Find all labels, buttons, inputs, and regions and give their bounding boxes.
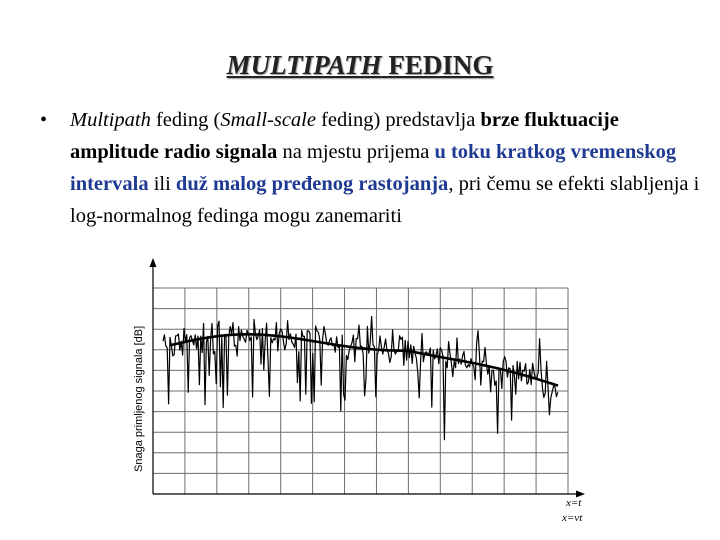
bullet-seg-6: na mjestu prijema — [277, 141, 435, 163]
title-rest: FEDING — [388, 50, 494, 80]
grid-lines — [153, 288, 568, 494]
bullet-seg-2: feding ( — [150, 109, 221, 131]
bullet-seg-4: feding) predstavlja — [315, 109, 481, 131]
bullet-seg-3: Small-scale — [220, 109, 316, 131]
bullet-dot: • — [40, 109, 48, 131]
slide-title — [0, 50, 720, 81]
bullet-text — [70, 104, 700, 232]
title-italic: MULTIPATH — [226, 50, 382, 80]
x-label-time: x=t — [566, 497, 582, 509]
bullet-seg-10: , pri čemu se efekti slabljenja i log-normalnog fedinga mogu zanemariti — [70, 173, 700, 227]
x-label-distance: x=vt — [562, 512, 583, 524]
y-axis-label: Snaga primljenog signala [dB] — [133, 325, 145, 472]
bullet-item — [40, 104, 700, 232]
bullet-seg-7: u toku kratkog vremenskog intervala — [70, 141, 677, 195]
bullet-seg-1: Multipath — [70, 109, 151, 131]
bullet-seg-5: brze fluktuacije amplitude radio signala — [70, 109, 619, 163]
bullet-seg-8: ili — [148, 173, 176, 195]
y-axis-arrow — [150, 258, 157, 267]
fading-diagram — [130, 250, 600, 530]
bullet-seg-9: duž malog pređenog rastojanja — [175, 173, 449, 195]
